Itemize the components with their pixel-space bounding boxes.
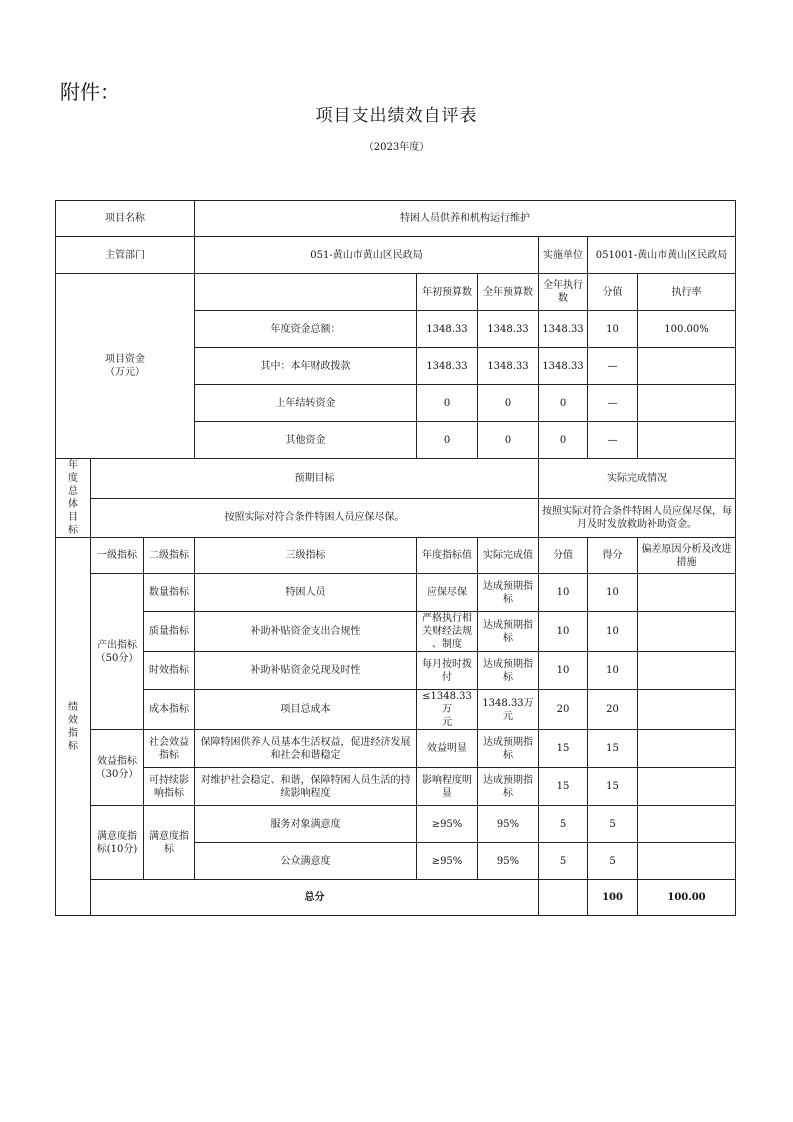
indicator-level3: 特困人员 xyxy=(195,574,417,612)
indicator-actual: 达成预期指 标 xyxy=(478,574,539,612)
indicator-level3: 公众满意度 xyxy=(195,843,417,880)
funds-cell: 1348.33 xyxy=(539,348,588,385)
indicator-level3: 保障特困供养人员基本生活权益，促进经济发展和社会和谐稳定 xyxy=(195,730,417,768)
indicator-score: 10 xyxy=(588,652,638,690)
satisfaction-indicator-group: 满意度指 标(10分) xyxy=(91,806,144,880)
funds-cell: 1348.33 xyxy=(417,311,478,348)
funds-cell: 10 xyxy=(588,311,638,348)
indicator-score: 15 xyxy=(588,730,638,768)
indicator-score: 10 xyxy=(588,574,638,612)
indicator-header: 三级指标 xyxy=(195,538,417,574)
funds-cell: — xyxy=(588,385,638,422)
indicator-target: 应保尽保 xyxy=(417,574,478,612)
indicator-target: ≥95% xyxy=(417,806,478,843)
indicator-actual: 95% xyxy=(478,806,539,843)
total-score-value: 100 xyxy=(588,880,638,916)
funds-cell: 0 xyxy=(478,422,539,459)
indicator-level2: 满意度指 标 xyxy=(144,806,195,880)
expected-goal-text: 按照实际对符合条件特困人员应保尽保。 xyxy=(91,498,539,538)
indicator-score: 5 xyxy=(588,843,638,880)
indicator-score-value: 15 xyxy=(539,730,588,768)
funds-cell: 0 xyxy=(539,422,588,459)
indicator-header: 年度指标值 xyxy=(417,538,478,574)
indicator-actual: 95% xyxy=(478,843,539,880)
funds-header: 全年执行数 xyxy=(539,274,588,311)
indicator-level2: 社会效益 指标 xyxy=(144,730,195,768)
indicator-level2: 可持续影 响指标 xyxy=(144,768,195,806)
indicator-target: 影响程度明 显 xyxy=(417,768,478,806)
indicator-header: 偏差原因分析及改进措施 xyxy=(638,538,736,574)
indicator-header: 得分 xyxy=(588,538,638,574)
funds-cell: 100.00% xyxy=(638,311,736,348)
project-name-label: 项目名称 xyxy=(56,201,195,237)
funds-cell: 0 xyxy=(478,385,539,422)
indicator-score: 20 xyxy=(588,690,638,730)
indicator-score: 10 xyxy=(588,612,638,652)
total-score: 100.00 xyxy=(638,880,736,916)
indicator-level2: 数量指标 xyxy=(144,574,195,612)
indicator-score-value: 20 xyxy=(539,690,588,730)
indicator-reason xyxy=(638,768,736,806)
indicator-header: 实际完成值 xyxy=(478,538,539,574)
indicator-reason xyxy=(638,652,736,690)
funds-row-label: 年度资金总额： xyxy=(195,311,417,348)
indicator-target: ≥95% xyxy=(417,843,478,880)
indicator-level3: 项目总成本 xyxy=(195,690,417,730)
funds-cell: 0 xyxy=(539,385,588,422)
benefit-indicator-group: 效益指标 （30分） xyxy=(91,730,144,806)
indicator-level2: 成本指标 xyxy=(144,690,195,730)
output-indicator-group: 产出指标 （50分） xyxy=(91,574,144,730)
actual-completion-header: 实际完成情况 xyxy=(539,459,736,499)
indicator-reason xyxy=(638,730,736,768)
funds-cell: 1348.33 xyxy=(478,348,539,385)
indicator-score-value: 5 xyxy=(539,806,588,843)
impl-value: 051001-黄山市黄山区民政局 xyxy=(588,237,736,274)
attachment-label: 附件： xyxy=(60,80,120,104)
indicator-score-value: 10 xyxy=(539,612,588,652)
impl-label: 实施单位 xyxy=(539,237,588,274)
funds-cell: 1348.33 xyxy=(478,311,539,348)
dept-label: 主管部门 xyxy=(56,237,195,274)
indicator-level2: 时效指标 xyxy=(144,652,195,690)
funds-row-label: 其中：本年财政拨款 xyxy=(195,348,417,385)
indicator-reason xyxy=(638,843,736,880)
indicator-target: 每月按时拨 付 xyxy=(417,652,478,690)
actual-completion-text: 按照实际对符合条件特困人员应保尽保，每月及时发放救助补助资金。 xyxy=(539,498,736,538)
indicator-score-value: 15 xyxy=(539,768,588,806)
funds-header-blank xyxy=(195,274,417,311)
indicator-target: 效益明显 xyxy=(417,730,478,768)
indicator-score-value: 10 xyxy=(539,574,588,612)
indicator-actual: 达成预期指 标 xyxy=(478,768,539,806)
indicator-score: 5 xyxy=(588,806,638,843)
total-label: 总分 xyxy=(91,880,539,916)
page-title: 项目支出绩效自评表 xyxy=(315,106,478,126)
indicator-level3: 服务对象满意度 xyxy=(195,806,417,843)
project-name: 特困人员供养和机构运行维护 xyxy=(195,201,736,237)
indicator-level2: 质量指标 xyxy=(144,612,195,652)
funds-cell: — xyxy=(588,348,638,385)
funds-cell xyxy=(638,422,736,459)
indicator-score: 15 xyxy=(588,768,638,806)
indicator-actual: 达成预期指 标 xyxy=(478,730,539,768)
goals-label: 年 度 总 体 目 标 xyxy=(56,459,91,538)
year-subtitle: （2023年度） xyxy=(363,142,430,153)
indicators-label: 绩 效 指 标 xyxy=(56,538,91,916)
indicator-actual: 1348.33万元 xyxy=(478,690,539,730)
indicator-header: 分值 xyxy=(539,538,588,574)
indicator-reason xyxy=(638,574,736,612)
funds-cell xyxy=(638,348,736,385)
funds-cell: 1348.33 xyxy=(417,348,478,385)
funds-header: 分值 xyxy=(588,274,638,311)
funds-cell xyxy=(638,385,736,422)
funds-header: 年初预算数 xyxy=(417,274,478,311)
funds-row-label: 其他资金 xyxy=(195,422,417,459)
funds-label: 项目资金 （万元） xyxy=(56,274,195,459)
evaluation-table xyxy=(55,200,736,916)
indicator-target: 严格执行相 关财经法规 、制度 xyxy=(417,612,478,652)
indicator-score-value: 5 xyxy=(539,843,588,880)
funds-header: 全年预算数 xyxy=(478,274,539,311)
expected-goal-header: 预期目标 xyxy=(91,459,539,499)
funds-cell: 0 xyxy=(417,385,478,422)
indicator-level3: 补助补贴资金支出合规性 xyxy=(195,612,417,652)
funds-cell: 0 xyxy=(417,422,478,459)
indicator-header: 一级指标 xyxy=(91,538,144,574)
funds-cell: 1348.33 xyxy=(539,311,588,348)
indicator-actual: 达成预期指 标 xyxy=(478,652,539,690)
indicator-reason xyxy=(638,806,736,843)
indicator-level3: 对维护社会稳定、和谐，保障特困人员生活的持续影响程度 xyxy=(195,768,417,806)
indicator-actual: 达成预期指 标 xyxy=(478,612,539,652)
indicator-level3: 补助补贴资金兑现及时性 xyxy=(195,652,417,690)
indicator-reason xyxy=(638,612,736,652)
funds-row-label: 上年结转资金 xyxy=(195,385,417,422)
funds-cell: — xyxy=(588,422,638,459)
indicator-score-value: 10 xyxy=(539,652,588,690)
indicator-header: 二级指标 xyxy=(144,538,195,574)
dept-value: 051-黄山市黄山区民政局 xyxy=(195,237,539,274)
total-blank xyxy=(539,880,588,916)
indicator-target: ≤1348.33万 元 xyxy=(417,690,478,730)
funds-header: 执行率 xyxy=(638,274,736,311)
indicator-reason xyxy=(638,690,736,730)
